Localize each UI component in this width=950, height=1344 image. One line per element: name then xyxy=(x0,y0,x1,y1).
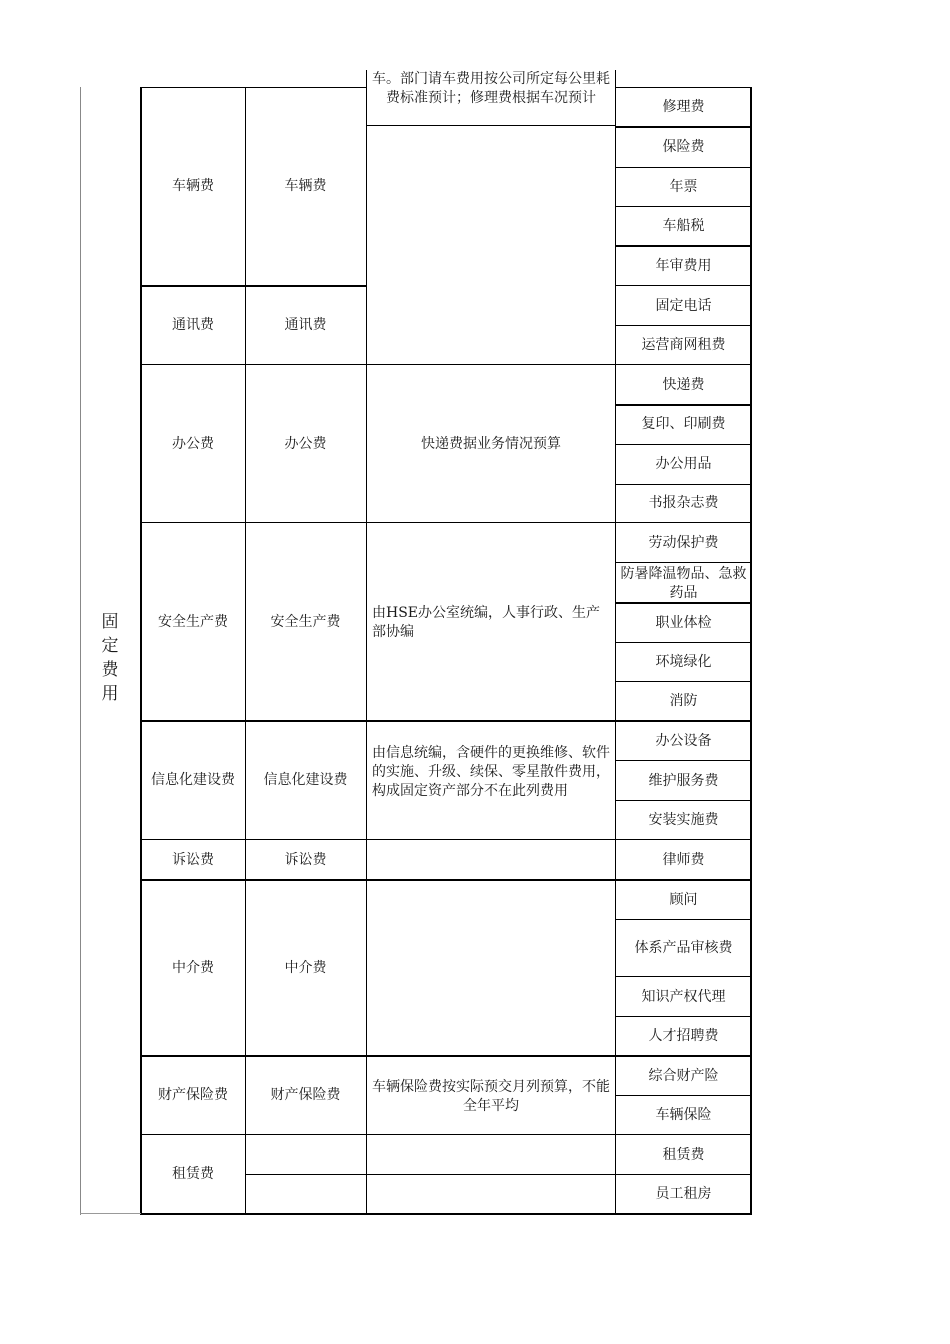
table-border xyxy=(366,522,616,523)
table-border xyxy=(616,484,752,485)
table-border xyxy=(616,126,752,128)
item-cell: 车船税 xyxy=(662,218,705,234)
item-cell: 劳动保护费 xyxy=(648,534,719,551)
table-border xyxy=(141,285,366,287)
table-border xyxy=(141,839,752,840)
group-label-vehicle: 车辆费 xyxy=(172,178,214,194)
table-border xyxy=(616,1174,752,1175)
item-cell: 固定电话 xyxy=(655,297,712,314)
item-cell: 办公设备 xyxy=(655,732,712,749)
item-cell: 年审费用 xyxy=(655,257,712,274)
group-label-it: 信息化建设费 xyxy=(151,772,235,788)
table-border xyxy=(750,87,752,1215)
table-border xyxy=(616,364,752,365)
table-border xyxy=(366,70,367,1215)
item-cell: 复印、印刷费 xyxy=(641,416,726,432)
table-border xyxy=(616,404,752,406)
table-border xyxy=(141,720,752,722)
subgroup-label-office: 办公费 xyxy=(284,435,327,452)
item-cell: 保险费 xyxy=(662,138,705,155)
item-cell: 书报杂志费 xyxy=(648,495,719,511)
item-cell: 快递费 xyxy=(662,376,705,393)
item-cell: 环境绿化 xyxy=(655,654,712,670)
item-cell: 知识产权代理 xyxy=(641,988,726,1005)
item-cell: 律师费 xyxy=(662,851,705,868)
table-border xyxy=(245,1174,366,1175)
table-border xyxy=(616,245,752,247)
item-cell: 年票 xyxy=(669,178,698,195)
table-border xyxy=(616,642,752,643)
note-it: 由信息统编，含硬件的更换维修、软件的实施、升级、续保、零星散件费用，构成固定资产部分不在此列费用 xyxy=(372,745,610,799)
item-cell: 安装实施费 xyxy=(648,812,719,828)
item-cell: 运营商网租费 xyxy=(641,337,726,353)
item-cell: 维护服务费 xyxy=(648,772,719,789)
item-cell: 车辆保险 xyxy=(655,1107,712,1123)
table-border xyxy=(141,1055,752,1057)
group-label-agency: 中介费 xyxy=(172,959,214,976)
note-office: 快递费据业务情况预算 xyxy=(421,435,561,452)
subgroup-label-it: 信息化建设费 xyxy=(263,772,348,788)
table-border xyxy=(616,444,752,445)
group-label-office: 办公费 xyxy=(172,435,214,452)
subgroup-label-telecom: 通讯费 xyxy=(284,317,327,333)
group-label-safety: 安全生产费 xyxy=(158,613,228,630)
item-cell: 员工租房 xyxy=(655,1186,712,1202)
table-border xyxy=(366,125,616,126)
table-border xyxy=(245,87,246,1215)
subgroup-label-litigation: 诉讼费 xyxy=(284,851,327,868)
item-cell: 体系产品审核费 xyxy=(634,940,733,956)
note-property-insurance: 车辆保险费按实际预交月列预算，不能全年平均 xyxy=(372,1079,610,1114)
group-label-litigation: 诉讼费 xyxy=(172,851,214,868)
table-border xyxy=(140,87,142,1215)
table-border xyxy=(616,562,752,563)
table-border xyxy=(616,1095,752,1096)
item-cell: 顾问 xyxy=(669,891,698,908)
table-border xyxy=(616,167,752,168)
table-border xyxy=(616,285,752,286)
item-cell: 办公用品 xyxy=(655,455,712,472)
table-border xyxy=(366,1174,616,1175)
table-border xyxy=(141,879,752,881)
note-vehicle: 车。部门请车费用按公司所定每公里耗费标准预计；修理费根据车况预计 xyxy=(372,71,610,106)
table-border xyxy=(616,206,752,207)
item-cell: 消防 xyxy=(669,693,698,709)
table-border xyxy=(616,681,752,682)
table-border xyxy=(616,602,752,604)
group-label-lease: 租赁费 xyxy=(172,1166,214,1182)
table-border xyxy=(80,87,81,1215)
item-cell: 租赁费 xyxy=(662,1146,705,1163)
table-border xyxy=(616,919,752,920)
table-border xyxy=(616,760,752,761)
subgroup-label-property-insurance: 财产保险费 xyxy=(270,1087,341,1103)
item-cell: 人才招聘费 xyxy=(648,1028,719,1044)
table-border xyxy=(616,325,752,326)
group-label-telecom: 通讯费 xyxy=(172,317,214,333)
category-label: 固 定 费 用 xyxy=(101,612,119,704)
item-cell: 修理费 xyxy=(662,98,705,115)
table-border xyxy=(366,364,616,365)
table-border xyxy=(616,976,752,977)
note-safety: 由HSE办公室统编，人事行政、生产部协编 xyxy=(372,605,601,640)
item-cell: 职业体检 xyxy=(655,614,712,631)
item-cell: 防暑降温物品、急救药品 xyxy=(620,566,747,601)
subgroup-label-vehicle: 车辆费 xyxy=(284,178,327,194)
subgroup-label-agency: 中介费 xyxy=(284,959,327,976)
group-label-property-insurance: 财产保险费 xyxy=(158,1087,228,1103)
table-border xyxy=(141,87,245,88)
table-border xyxy=(141,1134,752,1135)
table-border xyxy=(616,1016,752,1017)
table-border xyxy=(616,800,752,801)
table-border xyxy=(245,87,366,88)
table-border xyxy=(80,1213,141,1214)
table-border xyxy=(141,1213,752,1215)
table-border xyxy=(616,87,752,88)
table-border xyxy=(141,522,366,523)
table-border xyxy=(141,364,366,365)
subgroup-label-safety: 安全生产费 xyxy=(270,613,341,630)
table-border xyxy=(616,522,752,523)
item-cell: 综合财产险 xyxy=(648,1067,719,1084)
